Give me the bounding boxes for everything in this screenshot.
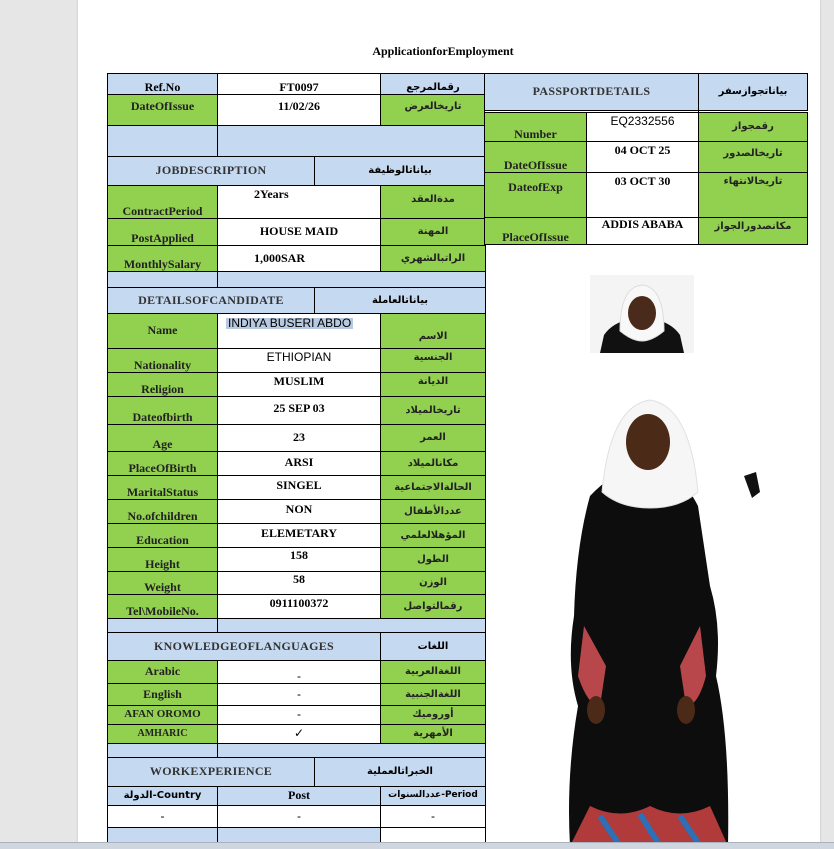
passport-photo [590, 275, 694, 353]
religion-label: Religion [107, 372, 218, 397]
document-title: ApplicationforEmployment [372, 44, 514, 58]
weight-value: 58 [217, 571, 381, 595]
candidate-header: DETAILSOFCANDIDATE [107, 287, 315, 314]
job-header: JOBDESCRIPTION [107, 156, 315, 186]
spacer-cell [107, 271, 218, 288]
issue-value: 11/02/26 [217, 94, 381, 126]
passport-issue-label: DateOfIssue [484, 141, 587, 173]
job-header-ar: بياناتالوظيفة [314, 156, 486, 186]
spacer-cell [107, 618, 218, 633]
salary-ar: الراتبالشهري [380, 245, 486, 272]
lang-arabic-value: - [217, 660, 381, 684]
nationality-label: Nationality [107, 348, 218, 373]
work-col-post: Post [217, 786, 381, 806]
lang-amharic-check-icon: ✓ [217, 724, 381, 744]
lang-amharic-ar: الأمهرية [380, 724, 486, 744]
education-value: ELEMETARY [217, 523, 381, 548]
spacer-cell [217, 618, 486, 633]
dob-value: 25 SEP 03 [217, 396, 381, 425]
age-ar: العمر [380, 424, 486, 452]
spacer-cell [217, 743, 486, 758]
passport-place-value: ADDIS ABABA [586, 217, 699, 245]
salary-value: 1,000SAR [217, 245, 381, 272]
pob-value: ARSI [217, 451, 381, 476]
passport-header: PASSPORTDETAILS [484, 73, 699, 111]
children-value: NON [217, 499, 381, 524]
passport-place-ar: مكانصدورالجواز [698, 217, 808, 245]
nationality-value: ETHIOPIAN [217, 348, 381, 373]
contract-period-value: 2Years [217, 185, 381, 219]
lang-oromo-label: AFAN OROMO [107, 705, 218, 725]
spacer-cell [217, 125, 486, 157]
languages-header: KNOWLEDGEOFLANGUAGES [107, 632, 381, 661]
ref-label: Ref.No [107, 73, 218, 95]
passport-exp-ar: تاريخالانتهاء [698, 172, 808, 218]
candidate-header-ar: بياناتالعاملة [314, 287, 486, 314]
name-ar: الاسم [380, 313, 486, 349]
post-applied-value: HOUSE MAID [217, 218, 381, 246]
pob-ar: مكانالميلاد [380, 451, 486, 476]
religion-value: MUSLIM [217, 372, 381, 397]
document-page [78, 0, 820, 848]
post-applied-label: PostApplied [107, 218, 218, 246]
work-country-value: - [107, 805, 218, 828]
lang-arabic-ar: اللغةالعربية [380, 660, 486, 684]
spacer-cell [107, 743, 218, 758]
passport-number-value: EQ2332556 [586, 112, 699, 142]
nationality-ar: الجنسية [380, 348, 486, 373]
work-header-ar: الخبراتالعملية [314, 757, 486, 787]
passport-exp-label: DateofExp [484, 172, 587, 218]
name-highlight: INDIYA BUSERI ABDO [228, 316, 352, 330]
tel-label: Tel\MobileNo. [107, 594, 218, 619]
passport-place-label: PlaceOfIssue [484, 217, 587, 245]
passport-issue-value: 04 OCT 25 [586, 141, 699, 173]
passport-header-ar: بياناتجوازسفر [698, 73, 808, 111]
tel-value: 0911100372 [217, 594, 381, 619]
marital-ar: الحالةالاجتماعية [380, 475, 486, 500]
education-ar: المؤهلالعلمي [380, 523, 486, 548]
passport-exp-value: 03 OCT 30 [586, 172, 699, 218]
ref-value: FT0097 [217, 73, 381, 95]
work-period-value: - [380, 805, 486, 828]
lang-english-value: - [217, 683, 381, 706]
height-label: Height [107, 547, 218, 572]
languages-header-ar: اللغات [380, 632, 486, 661]
lang-arabic-label: Arabic [107, 660, 218, 684]
work-col-period: عددالسنوات-Period [380, 786, 486, 806]
work-header: WORKEXPERIENCE [107, 757, 315, 787]
ref-ar: رقمالمرجع [380, 73, 486, 95]
dob-label: Dateofbirth [107, 396, 218, 425]
salary-label: MonthlySalary [107, 245, 218, 272]
name-value [217, 313, 381, 349]
weight-ar: الوزن [380, 571, 486, 595]
contract-period-ar: مدةالعقد [380, 185, 486, 219]
passport-issue-ar: تاريخالصدور [698, 141, 808, 173]
issue-ar: تاريخالعرض [380, 94, 486, 126]
children-label: No.ofchildren [107, 499, 218, 524]
religion-ar: الديانة [380, 372, 486, 397]
weight-label: Weight [107, 571, 218, 595]
passport-number-label: Number [484, 112, 587, 142]
work-post-value: - [217, 805, 381, 828]
spacer-cell [217, 271, 486, 288]
lang-amharic-label: AMHARIC [107, 724, 218, 744]
lang-english-ar: اللغةالجنبية [380, 683, 486, 706]
pob-label: PlaceOfBirth [107, 451, 218, 476]
name-label: Name [107, 313, 218, 349]
marital-value: SINGEL [217, 475, 381, 500]
contract-period-label: ContractPeriod [107, 185, 218, 219]
children-ar: عددالأطفال [380, 499, 486, 524]
dob-ar: تاريخالميلاد [380, 396, 486, 425]
full-body-photo [530, 376, 760, 846]
post-applied-ar: المهنة [380, 218, 486, 246]
lang-english-label: English [107, 683, 218, 706]
height-value: 158 [217, 547, 381, 572]
marital-label: MaritalStatus [107, 475, 218, 500]
education-label: Education [107, 523, 218, 548]
work-col-country: الدولة-Country [107, 786, 218, 806]
passport-number-ar: رقمجواز [698, 112, 808, 142]
age-value: 23 [217, 424, 381, 452]
lang-oromo-value: - [217, 705, 381, 725]
age-label: Age [107, 424, 218, 452]
issue-label: DateOfIssue [107, 94, 218, 126]
lang-oromo-ar: أوروميك [380, 705, 486, 725]
tel-ar: رقمالتواصل [380, 594, 486, 619]
spacer-cell [107, 125, 218, 157]
height-ar: الطول [380, 547, 486, 572]
